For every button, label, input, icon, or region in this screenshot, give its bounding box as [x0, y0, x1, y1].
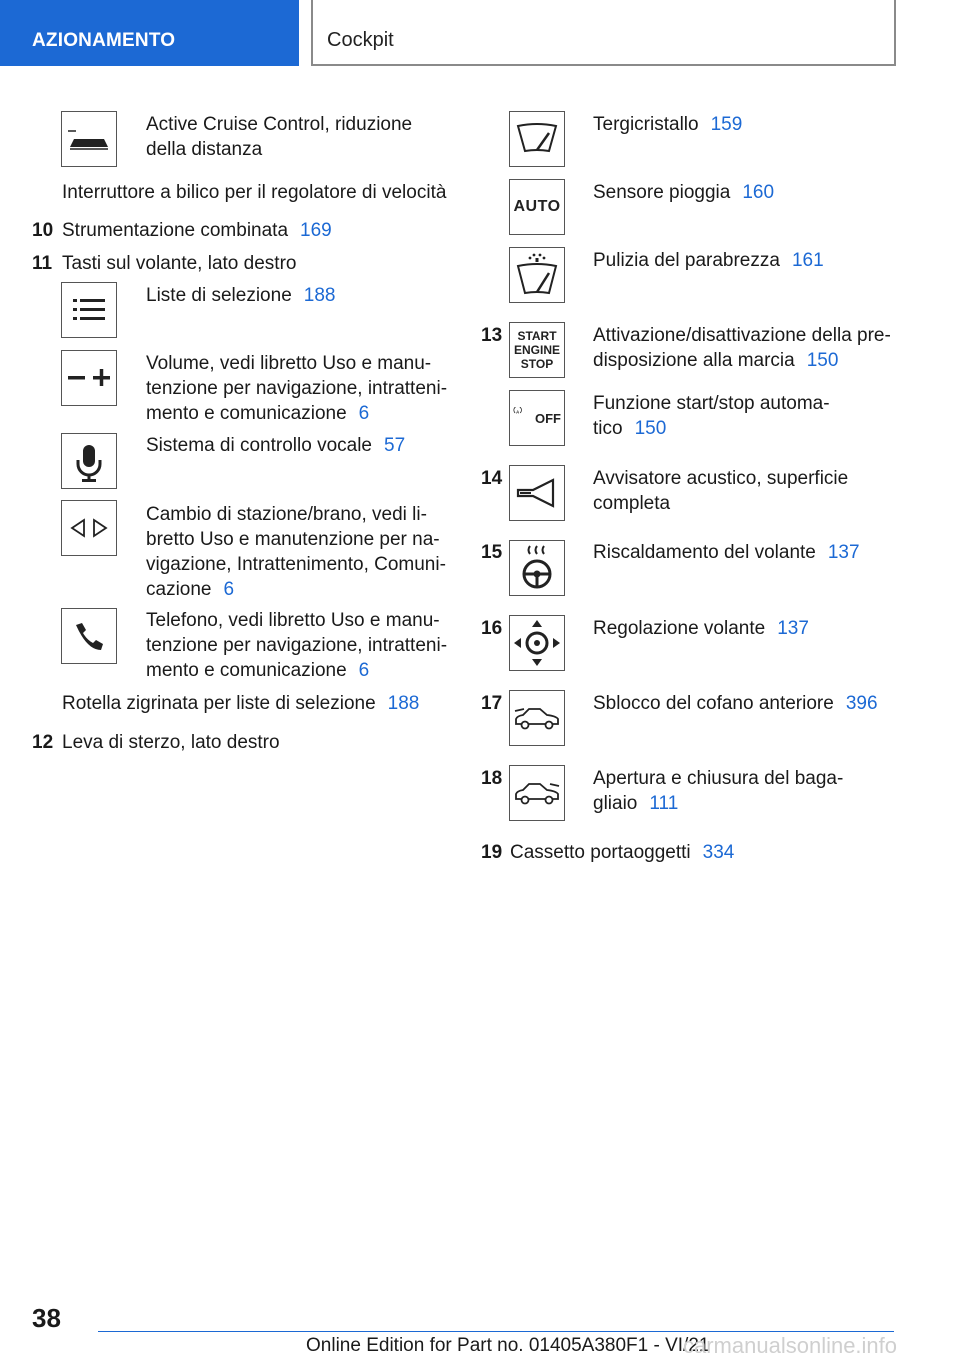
- engine-icon-label: ENGINE: [513, 343, 560, 357]
- page-number: 38: [32, 1303, 61, 1333]
- phone-text-2: tenzione per navigazione, intratteni-: [146, 635, 448, 656]
- instrument-cluster-text: Strumentazione combinata: [62, 220, 289, 241]
- volume-minus-plus-icon: [61, 350, 117, 406]
- page-ref-link[interactable]: 161: [791, 250, 824, 271]
- page-ref-link[interactable]: 150: [806, 350, 839, 371]
- rain-sensor-text: Sensore pioggia: [593, 182, 731, 203]
- hood-release-item: [593, 691, 878, 716]
- acc-distance-icon: [61, 111, 117, 167]
- item-number-15: 15: [481, 542, 503, 563]
- item-number-19: 19: [481, 842, 503, 863]
- steering-wheel-heating-text: Riscaldamento del volante: [593, 542, 816, 563]
- list-icon: [61, 282, 117, 338]
- horn-icon: [509, 465, 565, 521]
- steering-adjustment-text: Regolazione volante: [593, 618, 766, 639]
- horn-item: [593, 466, 848, 516]
- page-ref-link[interactable]: 188: [387, 693, 420, 714]
- volume-text-1: Volume, vedi libretto Uso e manu-: [146, 353, 432, 374]
- acc-text-1: Active Cruise Control, riduzione: [146, 114, 413, 135]
- page-ref-link[interactable]: 57: [384, 435, 406, 456]
- volume-item: [146, 351, 447, 426]
- drive-ready-text-1: Attivazione/disattivazione della pre-: [593, 325, 891, 346]
- voice-control-icon: [61, 433, 117, 489]
- steering-lever-item: [62, 730, 280, 755]
- page-ref-link[interactable]: 159: [710, 114, 743, 135]
- item-number-17: 17: [481, 693, 503, 714]
- station-text-2: bretto Uso e manutenzione per na-: [146, 529, 440, 550]
- section-label: AZIONAMENTO: [32, 30, 176, 51]
- knurled-wheel-text: Rotella zigrinata per liste di selezione: [62, 693, 376, 714]
- voice-control-text: Sistema di controllo vocale: [146, 435, 372, 456]
- steering-wheel-heating-item: [593, 540, 860, 565]
- glove-box-item: [510, 840, 734, 865]
- horn-text-2: completa: [593, 493, 671, 514]
- item-number-14: 14: [481, 468, 503, 489]
- rocker-item: [62, 180, 446, 205]
- item-number-18: 18: [481, 768, 503, 789]
- page-ref-link[interactable]: 137: [827, 542, 860, 563]
- auto-start-stop-text-1: Funzione start/stop automa-: [593, 393, 830, 414]
- station-change-item: [146, 502, 446, 602]
- steering-buttons-item: [62, 251, 296, 276]
- voice-control-item: [146, 433, 405, 458]
- auto-start-stop-off-icon: [509, 390, 565, 446]
- phone-item: [146, 608, 447, 683]
- wiper-text: Tergicristallo: [593, 114, 699, 135]
- steering-adjustment-item: [593, 616, 809, 641]
- instrument-cluster-item: [62, 218, 332, 243]
- rain-sensor-item: [593, 180, 774, 205]
- steering-wheel-heating-icon: [509, 540, 565, 596]
- windshield-washer-icon: [509, 247, 565, 303]
- svg-text:A: A: [516, 409, 520, 415]
- page-ref-link[interactable]: 150: [634, 418, 667, 439]
- start-icon-label: START: [517, 329, 557, 343]
- station-text-1: Cambio di stazione/brano, vedi li-: [146, 504, 427, 525]
- page-ref-link[interactable]: 188: [303, 285, 336, 306]
- drive-ready-item: [593, 323, 891, 373]
- item-number-10: 10: [32, 220, 54, 241]
- page-title-box: [311, 0, 896, 66]
- rocker-text: Interruttore a bilico per il regolatore di velocità: [62, 182, 447, 203]
- selection-lists-item: [146, 283, 335, 308]
- phone-text-1: Telefono, vedi libretto Uso e manu-: [146, 610, 440, 631]
- station-text-4: cazione: [146, 579, 212, 600]
- volume-text-3: mento e comunicazione: [146, 403, 347, 424]
- item-number-16: 16: [481, 618, 503, 639]
- item-number-13: 13: [481, 325, 503, 346]
- steering-buttons-text: Tasti sul volante, lato destro: [62, 253, 297, 274]
- selection-lists-text: Liste di selezione: [146, 285, 292, 306]
- page-ref-link[interactable]: 169: [300, 220, 332, 241]
- auto-start-stop-text-2: tico: [593, 418, 623, 439]
- windshield-washer-item: [593, 248, 824, 273]
- page-ref-link[interactable]: 160: [742, 182, 775, 203]
- wiper-icon: [509, 111, 565, 167]
- horn-text-1: Avvisatore acustico, superficie: [593, 468, 849, 489]
- item-number-11: 11: [32, 253, 53, 274]
- volume-text-2: tenzione per navigazione, intratteni-: [146, 378, 448, 399]
- acc-item: [146, 112, 412, 162]
- page-ref-link[interactable]: 6: [358, 403, 370, 424]
- page-ref-link[interactable]: 111: [649, 793, 679, 814]
- steering-lever-text: Leva di sterzo, lato destro: [62, 732, 280, 753]
- page-ref-link[interactable]: 6: [223, 579, 235, 600]
- rain-sensor-auto-icon: [509, 179, 565, 235]
- trunk-icon: [509, 765, 565, 821]
- trunk-item: [593, 766, 843, 816]
- auto-icon-label: AUTO: [513, 198, 561, 215]
- watermark: carmanualsonline.info: [683, 1333, 898, 1358]
- glove-box-text: Cassetto portaoggetti: [510, 842, 691, 863]
- footer-divider: [98, 1331, 894, 1332]
- page-title: Cockpit: [327, 29, 394, 51]
- windshield-washer-text: Pulizia del parabrezza: [593, 250, 780, 271]
- wiper-item: [593, 112, 742, 137]
- prev-next-icon: [61, 500, 117, 556]
- trunk-text-2: gliaio: [593, 793, 638, 814]
- page-ref-link[interactable]: 396: [845, 693, 878, 714]
- page-ref-link[interactable]: 6: [358, 660, 370, 681]
- steering-adjustment-icon: [509, 615, 565, 671]
- drive-ready-text-2: disposizione alla marcia: [593, 350, 795, 371]
- auto-start-stop-item: [593, 391, 830, 441]
- footer-edition: Online Edition for Part no. 01405A380F1 - VI/21: [306, 1335, 710, 1356]
- section-tab: [0, 0, 299, 66]
- station-text-3: vigazione, Intrattenimento, Comuni-: [146, 554, 446, 575]
- hood-release-icon: [509, 690, 565, 746]
- phone-icon: [61, 608, 117, 664]
- trunk-text-1: Apertura e chiusura del baga-: [593, 768, 844, 789]
- off-icon-label: OFF: [535, 410, 561, 426]
- knurled-wheel-item: [62, 691, 419, 716]
- phone-text-3: mento e comunicazione: [146, 660, 347, 681]
- start-engine-stop-icon: [509, 322, 565, 378]
- hood-release-text: Sblocco del cofano anteriore: [593, 693, 834, 714]
- acc-text-2: della distanza: [146, 139, 263, 160]
- page-ref-link[interactable]: 137: [777, 618, 809, 639]
- page-ref-link[interactable]: 334: [702, 842, 735, 863]
- item-number-12: 12: [32, 732, 54, 753]
- stop-icon-label: STOP: [520, 357, 554, 371]
